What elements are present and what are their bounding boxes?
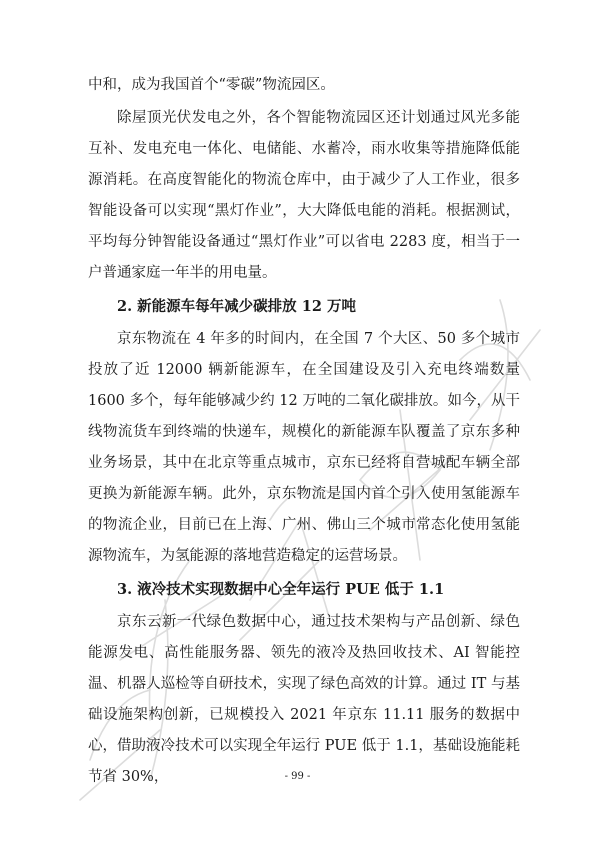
document-body xyxy=(88,70,520,795)
paragraph-continuation: 中和，成为我国首个“零碳”物流园区。 xyxy=(88,77,335,93)
paragraph-data-center: 京东云新一代绿色数据中心，通过技术架构与产品创新、绿色能源发电、高性能服务器、领先的液冷及热回收技术、AI 智能控温、机器人巡检等自研技术，实现了绿色高效的计算。通过 IT 与基础设施架构创新，已规模投入 2021 年京东 11.11 服务的数据中心，借助液冷技术可以实现全年运行 PUE 低于 1.1，基础设施能耗节省 30%， xyxy=(88,614,520,785)
page-number: - 99 - xyxy=(284,771,311,782)
section-heading-ev: 2. 新能源车每年减少碳排放 12 万吨 xyxy=(117,298,356,315)
paragraph-ev: 京东物流在 4 年多的时间内，在全国 7 个大区、50 多个城市投放了近 12000 辆新能源车，在全国建设及引入充电终端数量 1600 多个，每年能够减少约 12 万吨的二氧化碳排放。如今，从干线物流货车到终端的快递车，规模化的新能源车队覆盖了京东多种业务场景，其中在北京等重点城市，京东已经将自营城配车辆全部更换为新能源车辆。此外，京东物流是国内首个引入使用氢能源车的物流企业，目前已在上海、广州、佛山三个城市常态化使用氢能源物流车，为氢能源的落地营造稳定的运营场景。 xyxy=(88,331,520,564)
paragraph-energy-saving: 除屋顶光伏发电之外，各个智能物流园区还计划通过风光多能互补、发电充电一体化、电储能、水蓄冷，雨水收集等措施降低能源消耗。在高度智能化的物流仓库中，由于减少了人工作业，很多智能设备可以实现“黑灯作业”，大大降低电能的消耗。根据测试，平均每分钟智能设备通过“黑灯作业”可以省电 2283 度，相当于一户普通家庭一年半的用电量。 xyxy=(88,110,520,281)
section-heading-liquid-cooling: 3. 液冷技术实现数据中心全年运行 PUE 低于 1.1 xyxy=(117,581,445,598)
